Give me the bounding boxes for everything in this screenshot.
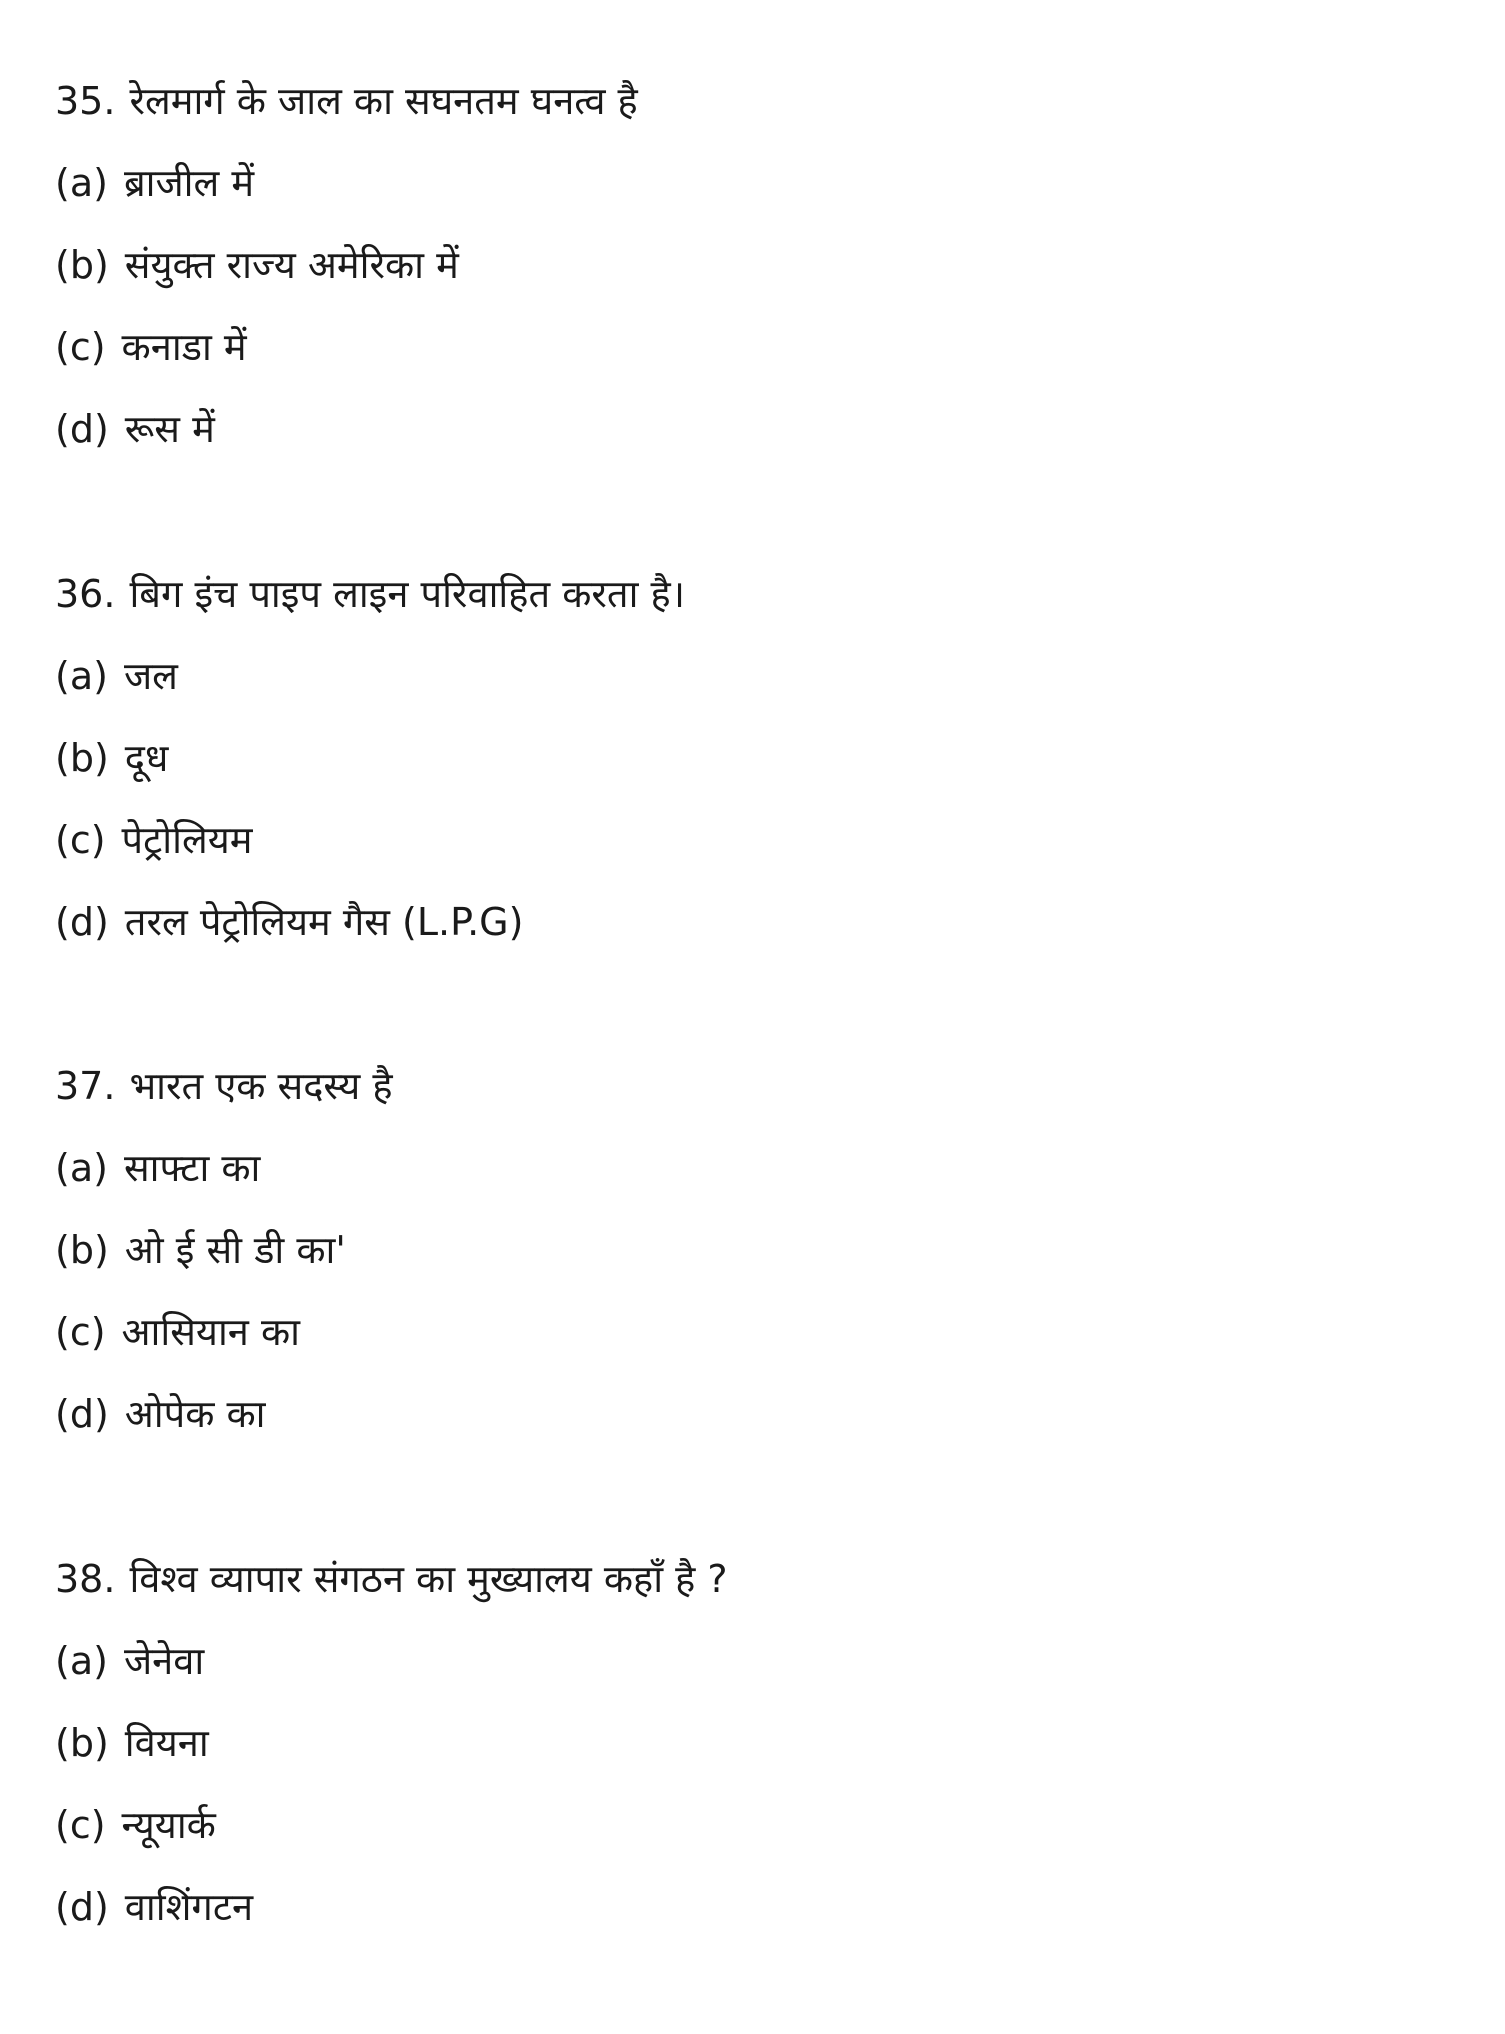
question-number: 37.	[55, 1064, 116, 1108]
option-c	[55, 306, 1455, 388]
option-a	[55, 142, 1455, 224]
option-letter: (d)	[55, 1392, 109, 1436]
option-a	[55, 635, 1455, 717]
option-text: आसियान का	[121, 1310, 300, 1354]
option-letter: (b)	[55, 243, 109, 287]
option-letter: (b)	[55, 1721, 109, 1765]
option-b	[55, 717, 1455, 799]
option-letter: (d)	[55, 407, 109, 451]
option-text: पेट्रोलियम	[121, 818, 253, 862]
question-stem	[55, 553, 1455, 635]
question-38	[55, 1538, 1455, 1948]
option-a	[55, 1620, 1455, 1702]
option-text: संयुक्त राज्य अमेरिका में	[124, 243, 459, 287]
option-text: वियना	[124, 1721, 209, 1765]
question-36	[55, 553, 1455, 963]
option-letter: (c)	[55, 1803, 106, 1847]
option-text: जेनेवा	[123, 1639, 205, 1683]
option-text: ब्राजील में	[123, 161, 255, 205]
question-number: 38.	[55, 1557, 116, 1601]
option-text: ओ ई सी डी का'	[124, 1228, 346, 1272]
option-c	[55, 799, 1455, 881]
option-letter: (a)	[55, 1146, 108, 1190]
question-stem	[55, 60, 1455, 142]
question-35	[55, 60, 1455, 470]
option-text: वाशिंगटन	[124, 1885, 254, 1929]
option-text: न्यूयार्क	[121, 1803, 216, 1847]
question-number: 35.	[55, 79, 116, 123]
option-text: जल	[123, 654, 178, 698]
question-stem	[55, 1538, 1455, 1620]
option-text: साफ्टा का	[123, 1146, 261, 1190]
option-c	[55, 1291, 1455, 1373]
option-d	[55, 881, 1455, 963]
option-letter: (b)	[55, 736, 109, 780]
option-letter: (c)	[55, 818, 106, 862]
option-letter: (c)	[55, 1310, 106, 1354]
question-number: 36.	[55, 572, 116, 616]
option-b	[55, 1702, 1455, 1784]
option-letter: (b)	[55, 1228, 109, 1272]
question-text: रेलमार्ग के जाल का सघनतम घनत्व है	[129, 79, 638, 123]
option-b	[55, 224, 1455, 306]
option-a	[55, 1127, 1455, 1209]
option-text: दूध	[124, 736, 169, 780]
question-stem	[55, 1045, 1455, 1127]
question-text: भारत एक सदस्य है	[129, 1064, 393, 1108]
option-letter: (d)	[55, 900, 109, 944]
option-text: कनाडा में	[121, 325, 247, 369]
option-letter: (c)	[55, 325, 106, 369]
option-letter: (a)	[55, 1639, 108, 1683]
option-c	[55, 1784, 1455, 1866]
option-d	[55, 388, 1455, 470]
option-text: रूस में	[124, 407, 215, 451]
option-letter: (a)	[55, 161, 108, 205]
option-b	[55, 1209, 1455, 1291]
option-text: तरल पेट्रोलियम गैस (L.P.G)	[124, 900, 524, 944]
option-d	[55, 1866, 1455, 1948]
option-letter: (a)	[55, 654, 108, 698]
question-37	[55, 1045, 1455, 1455]
option-d	[55, 1373, 1455, 1455]
option-letter: (d)	[55, 1885, 109, 1929]
question-text: बिग इंच पाइप लाइन परिवाहित करता है।	[129, 572, 686, 616]
question-text: विश्व व्यापार संगठन का मुख्यालय कहाँ है ?	[129, 1557, 728, 1601]
option-text: ओपेक का	[124, 1392, 266, 1436]
